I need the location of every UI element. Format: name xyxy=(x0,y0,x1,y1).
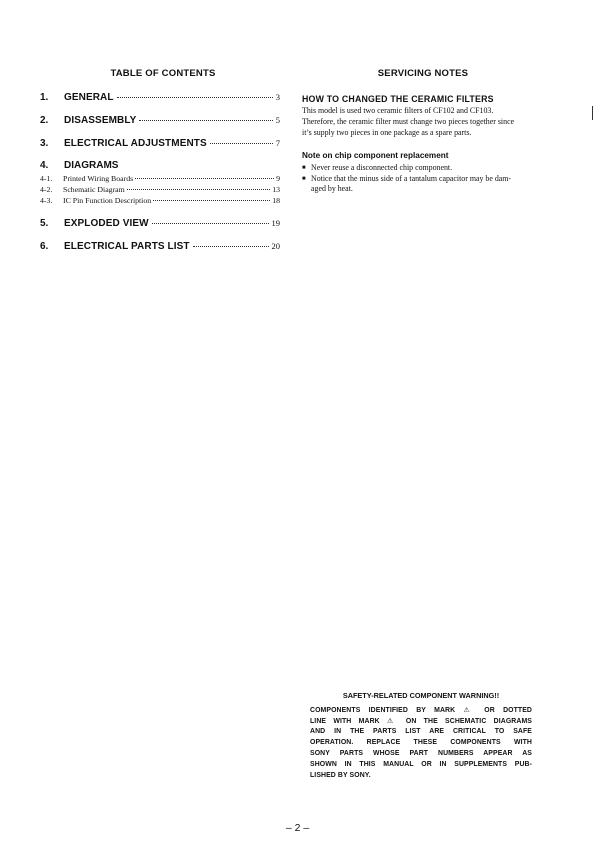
toc-subentry-label: Schematic Diagram xyxy=(63,185,125,194)
toc-entry-disassembly[interactable] xyxy=(40,115,280,126)
toc-entry-label: EXPLODED VIEW xyxy=(64,218,149,229)
toc-entry-general[interactable] xyxy=(40,92,280,103)
safety-warning-title: SAFETY-RELATED COMPONENT WARNING!! xyxy=(342,691,500,700)
toc-subentry-number: 4-1. xyxy=(40,174,53,183)
ceramic-filters-text-line: Therefore, the ceramic filter must change two pieces together since xyxy=(302,117,515,126)
toc-entry-number: 1. xyxy=(40,92,49,103)
toc-leader-dots xyxy=(193,246,269,247)
toc-subentry-page: 13 xyxy=(272,185,280,194)
toc-entry-label: GENERAL xyxy=(64,92,114,103)
ceramic-filters-text-line: it’s supply two pieces in one package as a spare parts. xyxy=(302,128,472,137)
margin-mark xyxy=(592,106,593,120)
toc-entry-number: 4. xyxy=(40,160,49,171)
toc-entry-number: 5. xyxy=(40,218,49,229)
toc-subentry-label: IC Pin Function Description xyxy=(63,196,152,205)
ceramic-filters-heading: HOW TO CHANGED THE CERAMIC FILTERS xyxy=(302,94,494,104)
safety-warning-line: COMPONENTS IDENTIFIED BY MARK ⚠ OR DOTTED xyxy=(310,707,532,714)
toc-entry-number: 2. xyxy=(40,115,49,126)
toc-title: TABLE OF CONTENTS xyxy=(110,68,216,79)
toc-entry-label: DISASSEMBLY xyxy=(64,115,137,126)
chip-note-bullet xyxy=(302,163,452,172)
toc-subentry-label: Printed Wiring Boards xyxy=(63,174,134,183)
square-bullet-icon: ■ xyxy=(302,165,306,171)
toc-leader-dots xyxy=(152,223,269,224)
chip-note-bullet xyxy=(302,174,511,183)
toc-entry-exploded-view[interactable] xyxy=(40,218,280,229)
chip-replacement-heading: Note on chip component replacement xyxy=(302,151,449,160)
safety-warning-line: LISHED BY SONY. xyxy=(310,772,371,779)
safety-warning-line: AND IN THE PARTS LIST ARE CRITICAL TO SAFE xyxy=(310,728,532,735)
toc-subentry-number: 4-2. xyxy=(40,185,53,194)
toc-subentry-number: 4-3. xyxy=(40,196,53,205)
toc-subentry-ic-pin-function[interactable] xyxy=(40,196,280,205)
toc-entry-page: 20 xyxy=(271,241,280,251)
toc-entry-page: 3 xyxy=(275,92,280,102)
toc-entry-page: 19 xyxy=(271,218,280,228)
toc-entry-page: 7 xyxy=(275,138,280,148)
toc-subentry-printed-wiring-boards[interactable] xyxy=(40,174,280,183)
toc-subentry-schematic-diagram[interactable] xyxy=(40,185,280,194)
toc-leader-dots xyxy=(127,189,271,190)
toc-leader-dots xyxy=(135,178,274,179)
toc-entry-label: ELECTRICAL ADJUSTMENTS xyxy=(64,138,207,149)
toc-entry-number: 3. xyxy=(40,138,49,149)
toc-entry-label: DIAGRAMS xyxy=(64,160,119,171)
chip-note-text: Notice that the minus side of a tantalum capacitor may be dam- xyxy=(311,174,512,183)
toc-entry-label: ELECTRICAL PARTS LIST xyxy=(64,241,190,252)
toc-leader-dots xyxy=(117,97,273,98)
servicing-notes-title: SERVICING NOTES xyxy=(377,68,469,79)
toc-entry-number: 6. xyxy=(40,241,49,252)
toc-entry-electrical-adjustments[interactable] xyxy=(40,138,280,149)
toc-section-diagrams[interactable] xyxy=(40,160,118,171)
ceramic-filters-text-line: This model is used two ceramic filters of CF102 and CF103. xyxy=(302,106,494,115)
toc-entry-page: 5 xyxy=(275,115,280,125)
toc-subentry-page: 18 xyxy=(272,196,280,205)
toc-entry-electrical-parts-list[interactable] xyxy=(40,241,280,252)
safety-warning-line: SHOWN IN THIS MANUAL OR IN SUPPLEMENTS PUB- xyxy=(310,761,532,768)
toc-leader-dots xyxy=(210,143,273,144)
toc-leader-dots xyxy=(153,200,270,201)
toc-leader-dots xyxy=(139,120,272,121)
square-bullet-icon: ■ xyxy=(302,176,306,182)
toc-subentry-page: 9 xyxy=(276,174,280,183)
chip-note-text: Never reuse a disconnected chip component. xyxy=(311,163,453,172)
chip-note-text-continued: aged by heat. xyxy=(311,184,353,193)
safety-warning-line: OPERATION. REPLACE THESE COMPONENTS WITH xyxy=(310,739,532,746)
page-number: – 2 – xyxy=(285,822,310,834)
safety-warning-line: SONY PARTS WHOSE PART NUMBERS APPEAR AS xyxy=(310,750,532,757)
safety-warning-line: LINE WITH MARK ⚠ ON THE SCHEMATIC DIAGRAMS xyxy=(310,718,532,725)
